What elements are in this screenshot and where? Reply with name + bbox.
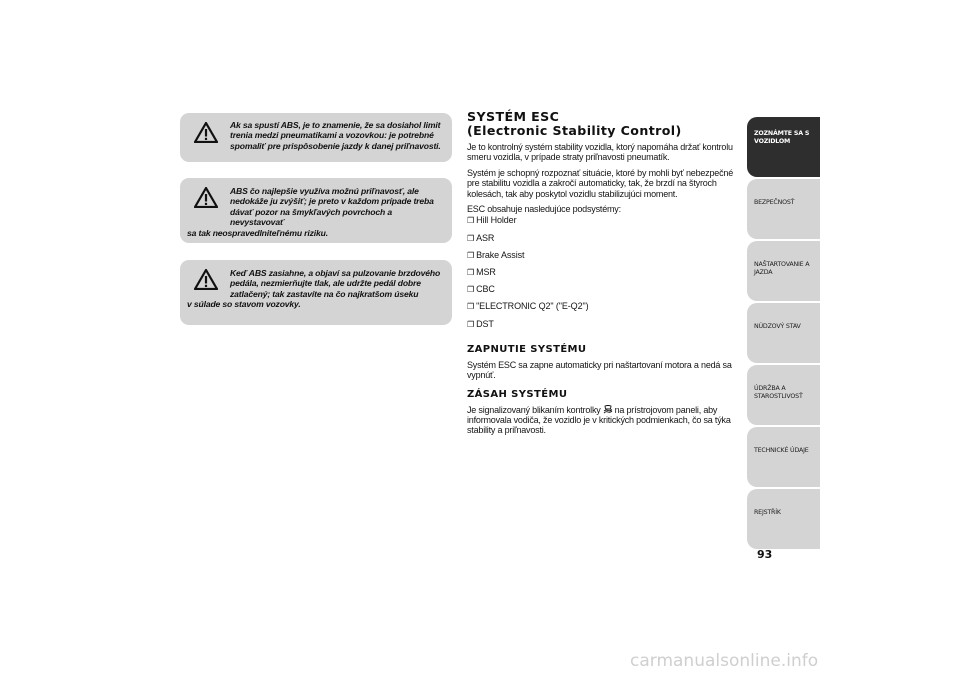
list-item: ❒ CBC <box>467 284 495 295</box>
tab-safety[interactable]: BEZPEČNOSŤ <box>747 179 820 239</box>
tab-emergency[interactable]: NÚDZOVÝ STAV <box>747 303 820 363</box>
list-item: ❒ Hill Holder <box>467 215 517 226</box>
paragraph: Je signalizovaný blikaním kontrolky na prístrojovom paneli, aby informovala vodiča, že vozidlo je v kritických podmienkach, čo sa týka stability a priľnavosti. <box>467 404 731 436</box>
subheading-intervention: ZÁSAH SYSTÉMU <box>467 388 568 400</box>
tab-technical-data[interactable]: TECHNICKÉ ÚDAJE <box>747 427 820 487</box>
list-item: ❒ Brake Assist <box>467 249 525 260</box>
tab-maintenance[interactable]: ÚDRŽBA A STAROSTLIVOSŤ <box>747 365 820 425</box>
paragraph: ESC obsahuje nasledujúce podsystémy: <box>467 204 621 215</box>
warning-triangle-icon <box>194 187 218 208</box>
list-item: ❒ MSR <box>467 267 496 277</box>
warning-box-abs-limit <box>180 113 452 162</box>
warning-text: Keď ABS zasiahne, a objaví sa pulzovanie brzdového pedála, nezmierňujte tlak, ale udržte pedál dobre zatlačený; tak zastavíte na čo najkratšom úseku v súlade so stavom vozovky. <box>187 268 441 310</box>
watermark: carmanualsonline.info <box>630 651 819 671</box>
tab-starting-driving[interactable]: NAŠTARTOVANIE A JAZDA <box>747 241 820 301</box>
chapter-tabs <box>747 117 820 551</box>
paragraph: Systém je schopný rozpoznať situácie, ktoré by mohli byť nebezpečné pre stabilitu vozidla a zakročí automaticky, tak, že brzdí na štyroch kolesách, tak aby poskytol vozidlu stabilizujúci moment. <box>467 167 733 199</box>
tab-index[interactable]: REJSTŘÍK <box>747 489 820 549</box>
subsystem-list <box>467 215 742 335</box>
esc-section <box>467 110 742 441</box>
warning-text: ABS čo najlepšie využíva možnú priľnavosť, ale nedokáže ju zvýšiť; je preto v každom prípade treba dávať pozor na šmykľavých povrchoch a nevystavovať sa tak neospravedlniteľnému riziku. <box>187 186 434 238</box>
warning-text: Ak sa spustí ABS, je to znamenie, že sa dosiahol limit trenia medzi pneumatikami a vozovkou: je potrebné spomaliť pre prispôsobenie jazdy k danej priľnavosti. <box>230 120 441 151</box>
warning-triangle-icon <box>194 122 218 143</box>
list-item: ❒ DST <box>467 318 494 329</box>
list-item: ❒ ASR <box>467 232 495 243</box>
paragraph: Systém ESC sa zapne automaticky pri naštartovaní motora a nedá sa vypnúť. <box>467 359 732 381</box>
warning-box-abs-pedal <box>180 260 452 325</box>
list-item: ❒ "ELECTRONIC Q2" ("E-Q2") <box>467 301 589 312</box>
section-title: SYSTÉM ESC (Electronic Stability Control) <box>467 109 682 138</box>
warning-box-abs-grip <box>180 178 452 243</box>
page-number: 93 <box>757 548 773 561</box>
subheading-activation: ZAPNUTIE SYSTÉMU <box>467 343 587 355</box>
warning-triangle-icon <box>194 269 218 290</box>
paragraph: Je to kontrolný systém stability vozidla, ktorý napomáha držať kontrolu smeru vozidla, v prípade straty priľnavosti pneumatík. <box>467 142 733 163</box>
tab-know-your-vehicle[interactable]: ZOZNÁMTE SA S VOZIDLOM <box>747 117 820 177</box>
esc-warning-lamp-icon <box>603 405 613 414</box>
